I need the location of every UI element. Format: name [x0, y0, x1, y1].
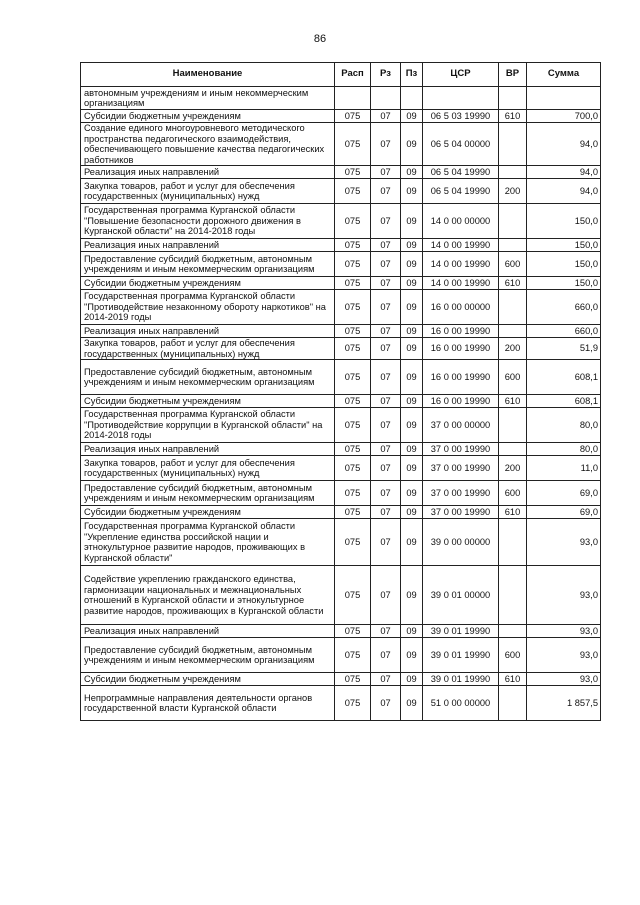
row-vr: 200	[499, 456, 527, 481]
table-row	[81, 395, 601, 408]
row-rasp: 075	[335, 123, 371, 166]
row-csr: 06 5 04 19990	[423, 166, 499, 179]
row-vr	[499, 566, 527, 625]
row-rz: 07	[371, 166, 401, 179]
row-name: Закупка товаров, работ и услуг для обеспечения государственных (муниципальных) нужд	[81, 338, 335, 360]
row-name: Субсидии бюджетным учреждениям	[81, 277, 335, 290]
row-sum: 11,0	[527, 456, 601, 481]
row-rz: 07	[371, 625, 401, 638]
row-vr: 200	[499, 179, 527, 204]
row-rz: 07	[371, 179, 401, 204]
row-rasp: 075	[335, 325, 371, 338]
row-name: Предоставление субсидий бюджетным, автономным учреждениям и иным некоммерческим организациям	[81, 638, 335, 673]
row-rz: 07	[371, 673, 401, 686]
table-row	[81, 179, 601, 204]
row-rasp: 075	[335, 166, 371, 179]
row-name: Предоставление субсидий бюджетным, автономным учреждениям и иным некоммерческим организациям	[81, 481, 335, 506]
row-name: Реализация иных направлений	[81, 239, 335, 252]
row-rasp: 075	[335, 638, 371, 673]
row-rz: 07	[371, 123, 401, 166]
row-rasp: 075	[335, 277, 371, 290]
row-pz: 09	[401, 638, 423, 673]
row-pz: 09	[401, 673, 423, 686]
row-rz: 07	[371, 395, 401, 408]
row-name: автономным учреждениям и иным некоммерческим организациям	[81, 87, 335, 110]
header-rz: Рз	[371, 63, 401, 87]
row-vr: 600	[499, 252, 527, 277]
row-rasp: 075	[335, 456, 371, 481]
row-sum: 93,0	[527, 625, 601, 638]
row-sum: 1 857,5	[527, 686, 601, 721]
page-number: 86	[313, 33, 327, 45]
row-csr: 39 0 00 00000	[423, 519, 499, 566]
row-pz: 09	[401, 566, 423, 625]
table-row	[81, 456, 601, 481]
row-sum: 608,1	[527, 360, 601, 395]
row-rasp: 075	[335, 625, 371, 638]
row-csr: 06 5 03 19990	[423, 110, 499, 123]
row-sum: 150,0	[527, 277, 601, 290]
row-rz: 07	[371, 252, 401, 277]
row-csr: 14 0 00 00000	[423, 204, 499, 239]
row-vr	[499, 625, 527, 638]
row-vr	[499, 87, 527, 110]
row-name: Государственная программа Курганской области "Повышение безопасности дорожного движения в Курганской области" на 2014-2018 годы	[81, 204, 335, 239]
row-rasp: 075	[335, 290, 371, 325]
row-vr: 610	[499, 673, 527, 686]
row-name: Государственная программа Курганской области "Укрепление единства российской нации и этнокультурное развитие народов, проживающих в Курганской области"	[81, 519, 335, 566]
row-rasp: 075	[335, 110, 371, 123]
row-sum: 150,0	[527, 252, 601, 277]
row-csr: 14 0 00 19990	[423, 277, 499, 290]
row-vr: 600	[499, 360, 527, 395]
row-name: Субсидии бюджетным учреждениям	[81, 506, 335, 519]
row-csr: 16 0 00 19990	[423, 395, 499, 408]
table-row	[81, 87, 601, 110]
row-pz: 09	[401, 360, 423, 395]
row-name: Закупка товаров, работ и услуг для обеспечения государственных (муниципальных) нужд	[81, 179, 335, 204]
table-row	[81, 252, 601, 277]
header-pz: Пз	[401, 63, 423, 87]
row-sum: 51,9	[527, 338, 601, 360]
row-vr	[499, 123, 527, 166]
row-name: Государственная программа Курганской области "Противодействие незаконному обороту наркотиков" на 2014-2019 годы	[81, 290, 335, 325]
row-sum: 700,0	[527, 110, 601, 123]
row-csr: 37 0 00 19990	[423, 481, 499, 506]
row-pz: 09	[401, 408, 423, 443]
row-rz: 07	[371, 360, 401, 395]
table-row	[81, 443, 601, 456]
row-sum	[527, 87, 601, 110]
row-name: Предоставление субсидий бюджетным, автономным учреждениям и иным некоммерческим организациям	[81, 360, 335, 395]
row-sum: 93,0	[527, 673, 601, 686]
header-sum: Сумма	[527, 63, 601, 87]
row-rasp: 075	[335, 252, 371, 277]
table-row	[81, 673, 601, 686]
row-sum: 80,0	[527, 443, 601, 456]
row-csr: 06 5 04 19990	[423, 179, 499, 204]
row-vr	[499, 408, 527, 443]
row-csr: 37 0 00 19990	[423, 443, 499, 456]
row-pz: 09	[401, 166, 423, 179]
row-sum: 93,0	[527, 566, 601, 625]
row-csr: 51 0 00 00000	[423, 686, 499, 721]
table-row	[81, 277, 601, 290]
table-row	[81, 481, 601, 506]
row-csr: 37 0 00 00000	[423, 408, 499, 443]
row-rz: 07	[371, 686, 401, 721]
row-vr: 610	[499, 506, 527, 519]
row-pz: 09	[401, 686, 423, 721]
row-name: Реализация иных направлений	[81, 166, 335, 179]
row-csr: 14 0 00 19990	[423, 252, 499, 277]
table-row	[81, 638, 601, 673]
row-pz: 09	[401, 519, 423, 566]
header-vr: ВР	[499, 63, 527, 87]
row-rasp	[335, 87, 371, 110]
row-sum: 94,0	[527, 179, 601, 204]
row-sum: 93,0	[527, 519, 601, 566]
row-rasp: 075	[335, 566, 371, 625]
row-csr: 16 0 00 19990	[423, 338, 499, 360]
row-rz: 07	[371, 277, 401, 290]
row-pz: 09	[401, 456, 423, 481]
row-rasp: 075	[335, 519, 371, 566]
row-vr	[499, 443, 527, 456]
row-sum: 150,0	[527, 239, 601, 252]
table-row	[81, 325, 601, 338]
row-pz: 09	[401, 625, 423, 638]
row-name: Субсидии бюджетным учреждениям	[81, 110, 335, 123]
row-vr	[499, 519, 527, 566]
row-pz: 09	[401, 277, 423, 290]
row-vr: 610	[499, 277, 527, 290]
row-name: Содействие укреплению гражданского единства, гармонизации национальных и межнациональных отношений в Курганской области и этнокультурное развитие народов, проживающих в Курганской области	[81, 566, 335, 625]
row-vr	[499, 239, 527, 252]
row-vr	[499, 325, 527, 338]
row-csr: 39 0 01 19990	[423, 638, 499, 673]
row-vr: 610	[499, 395, 527, 408]
row-pz: 09	[401, 179, 423, 204]
row-rz: 07	[371, 325, 401, 338]
row-vr: 600	[499, 638, 527, 673]
row-name: Непрограммные направления деятельности органов государственной власти Курганской области	[81, 686, 335, 721]
row-rz: 07	[371, 506, 401, 519]
budget-table	[80, 62, 601, 721]
row-pz: 09	[401, 338, 423, 360]
row-pz	[401, 87, 423, 110]
table-row	[81, 204, 601, 239]
row-sum: 69,0	[527, 481, 601, 506]
row-vr: 600	[499, 481, 527, 506]
row-rz: 07	[371, 519, 401, 566]
row-csr: 16 0 00 19990	[423, 325, 499, 338]
row-rz: 07	[371, 110, 401, 123]
row-pz: 09	[401, 325, 423, 338]
row-pz: 09	[401, 481, 423, 506]
row-csr: 37 0 00 19990	[423, 456, 499, 481]
row-csr: 37 0 00 19990	[423, 506, 499, 519]
table-row	[81, 123, 601, 166]
row-rasp: 075	[335, 443, 371, 456]
row-sum: 80,0	[527, 408, 601, 443]
row-rasp: 075	[335, 360, 371, 395]
row-rasp: 075	[335, 204, 371, 239]
row-rz: 07	[371, 338, 401, 360]
row-vr	[499, 686, 527, 721]
row-sum: 608,1	[527, 395, 601, 408]
table-row	[81, 506, 601, 519]
row-name: Закупка товаров, работ и услуг для обеспечения государственных (муниципальных) нужд	[81, 456, 335, 481]
row-sum: 69,0	[527, 506, 601, 519]
row-name: Субсидии бюджетным учреждениям	[81, 673, 335, 686]
header-name: Наименование	[81, 63, 335, 87]
row-name: Государственная программа Курганской области "Противодействие коррупции в Курганской области" на 2014-2018 годы	[81, 408, 335, 443]
row-pz: 09	[401, 252, 423, 277]
table-row	[81, 566, 601, 625]
table-row	[81, 625, 601, 638]
table-row	[81, 290, 601, 325]
row-rz: 07	[371, 239, 401, 252]
row-name: Реализация иных направлений	[81, 325, 335, 338]
row-pz: 09	[401, 290, 423, 325]
row-rz: 07	[371, 408, 401, 443]
table-row	[81, 686, 601, 721]
table-body	[81, 87, 601, 721]
row-vr	[499, 204, 527, 239]
row-rasp: 075	[335, 408, 371, 443]
row-rz: 07	[371, 443, 401, 456]
row-rz: 07	[371, 566, 401, 625]
table-row	[81, 338, 601, 360]
row-pz: 09	[401, 239, 423, 252]
row-rz: 07	[371, 204, 401, 239]
row-csr: 06 5 04 00000	[423, 123, 499, 166]
row-rasp: 075	[335, 179, 371, 204]
row-sum: 93,0	[527, 638, 601, 673]
row-rasp: 075	[335, 686, 371, 721]
row-rasp: 075	[335, 506, 371, 519]
header-rasp: Расп	[335, 63, 371, 87]
row-name: Реализация иных направлений	[81, 443, 335, 456]
row-csr: 16 0 00 19990	[423, 360, 499, 395]
row-pz: 09	[401, 123, 423, 166]
row-pz: 09	[401, 443, 423, 456]
row-name: Предоставление субсидий бюджетным, автономным учреждениям и иным некоммерческим организациям	[81, 252, 335, 277]
table-row	[81, 239, 601, 252]
row-rasp: 075	[335, 481, 371, 506]
header-csr: ЦСР	[423, 63, 499, 87]
table-row	[81, 110, 601, 123]
row-rz: 07	[371, 638, 401, 673]
row-csr: 39 0 01 19990	[423, 673, 499, 686]
row-rasp: 075	[335, 239, 371, 252]
row-sum: 660,0	[527, 290, 601, 325]
row-vr: 200	[499, 338, 527, 360]
row-rz	[371, 87, 401, 110]
row-vr: 610	[499, 110, 527, 123]
row-csr: 39 0 01 00000	[423, 566, 499, 625]
row-pz: 09	[401, 110, 423, 123]
row-vr	[499, 290, 527, 325]
row-sum: 94,0	[527, 123, 601, 166]
row-sum: 660,0	[527, 325, 601, 338]
row-csr	[423, 87, 499, 110]
row-name: Реализация иных направлений	[81, 625, 335, 638]
row-rasp: 075	[335, 338, 371, 360]
row-rz: 07	[371, 481, 401, 506]
row-vr	[499, 166, 527, 179]
row-pz: 09	[401, 204, 423, 239]
table-row	[81, 519, 601, 566]
table-header-row	[81, 63, 601, 87]
row-pz: 09	[401, 506, 423, 519]
row-sum: 150,0	[527, 204, 601, 239]
row-csr: 14 0 00 19990	[423, 239, 499, 252]
table-row	[81, 166, 601, 179]
row-name: Создание единого многоуровневого методического пространства педагогического взаимодействия, обеспечивающего повышение качества педагогических работников	[81, 123, 335, 166]
row-rz: 07	[371, 456, 401, 481]
row-rasp: 075	[335, 673, 371, 686]
row-csr: 16 0 00 00000	[423, 290, 499, 325]
row-pz: 09	[401, 395, 423, 408]
table-row	[81, 360, 601, 395]
row-rasp: 075	[335, 395, 371, 408]
row-name: Субсидии бюджетным учреждениям	[81, 395, 335, 408]
row-sum: 94,0	[527, 166, 601, 179]
row-rz: 07	[371, 290, 401, 325]
row-csr: 39 0 01 19990	[423, 625, 499, 638]
table-row	[81, 408, 601, 443]
